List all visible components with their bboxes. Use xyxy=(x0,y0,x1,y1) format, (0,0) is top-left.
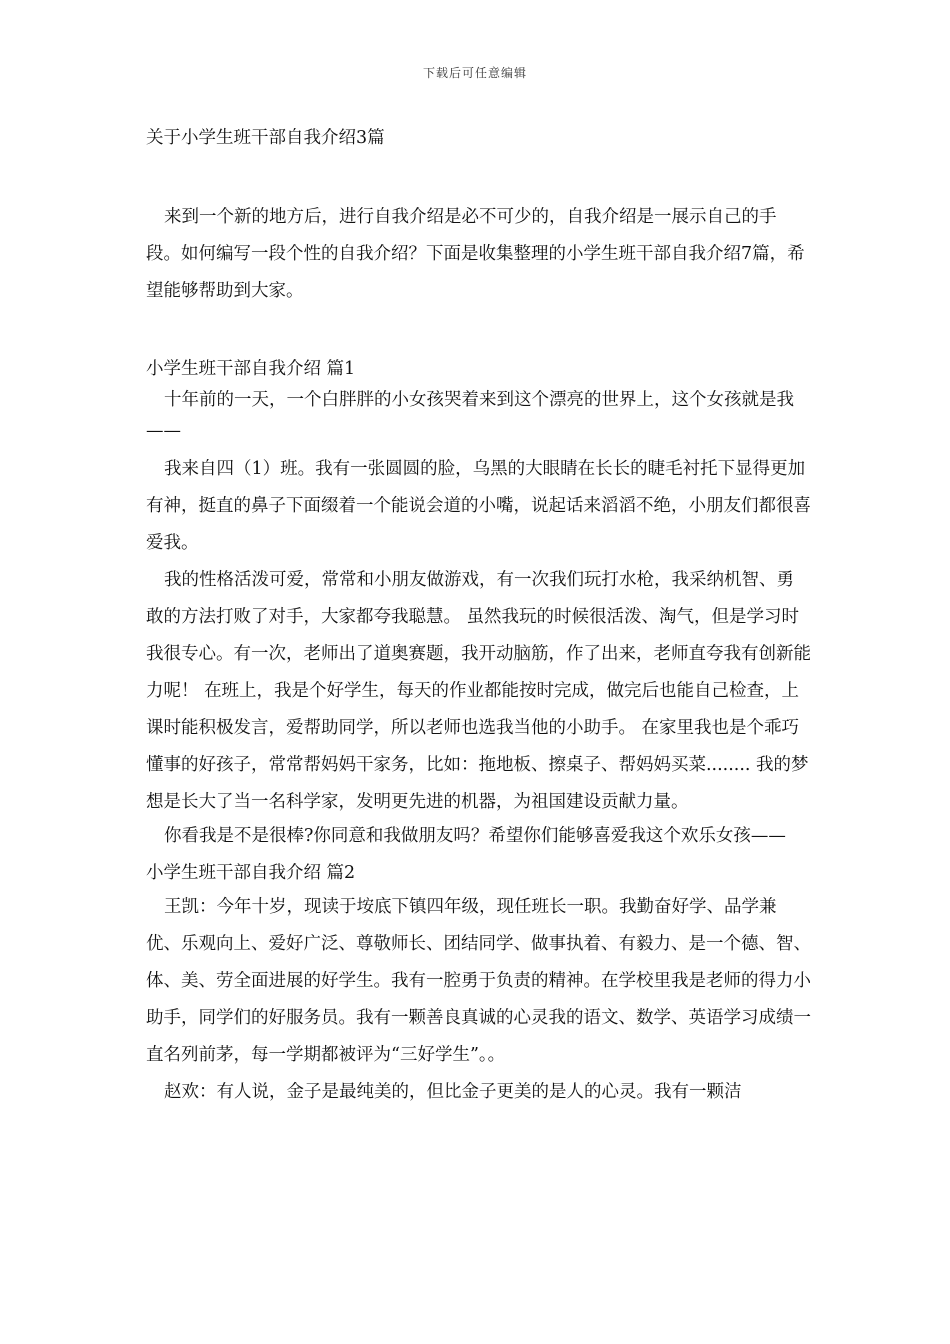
document-title: 关于小学生班干部自我介绍3篇 xyxy=(146,128,385,148)
section-title-2: 小学生班干部自我介绍 篇2 xyxy=(146,863,356,883)
section-1-paragraph: 我来自四（1）班。我有一张圆圆的脸，乌黑的大眼睛在长长的睫毛衬托下显得更加有神，挺直的鼻子下面缀着一个能说会道的小嘴，说起话来滔滔不绝，小朋友们都很喜爱我。 xyxy=(146,459,811,553)
section-1-paragraph: 你看我是不是很棒?你同意和我做朋友吗？希望你们能够喜爱我这个欢乐女孩—— xyxy=(164,826,786,846)
intro-paragraph: 来到一个新的地方后，进行自我介绍是必不可少的，自我介绍是一展示自己的手段。如何编写一段个性的自我介绍？下面是收集整理的小学生班干部自我介绍7篇，希望能够帮助到大家。 xyxy=(146,207,805,301)
section-title-1: 小学生班干部自我介绍 篇1 xyxy=(146,359,356,379)
document-body xyxy=(146,123,811,1111)
header-note: 下载后可任意编辑 xyxy=(422,66,527,80)
section-1-paragraph: 我的性格活泼可爱，常常和小朋友做游戏，有一次我们玩打水枪，我采纳机智、勇敢的方法打败了对手，大家都夸我聪慧。 虽然我玩的时候很活泼、淘气，但是学习时我很专心。有一次，老师出了道奥赛题，我开动脑筋，作了出来，老师直夸我有创新能力呢！ 在班上，我是个好学生，每天的作业都能按时完成，做完后也能自己检查，上课时能积极发言，爱帮助同学，所以老师也选我当他的小助手。 在家里我也是个乖巧懂事的好孩子，常常帮妈妈干家务，比如：拖地板、擦桌子、帮妈妈买菜........ 我的梦想是长大了当一名科学家，发明更先进的机器，为祖国建设贡献力量。 xyxy=(146,570,811,812)
section-1-paragraph: 十年前的一天，一个白胖胖的小女孩哭着来到这个漂亮的世界上，这个女孩就是我—— xyxy=(146,390,794,441)
section-2-paragraph: 王凯：今年十岁，现读于垵底下镇四年级，现任班长一职。我勤奋好学、品学兼优、乐观向上、爱好广泛、尊敬师长、团结同学、做事执着、有毅力、是一个德、智、体、美、劳全面进展的好学生。我有一腔勇于负责的精神。在学校里我是老师的得力小助手，同学们的好服务员。我有一颗善良真诚的心灵我的语文、数学、英语学习成绩一直名列前茅，每一学期都被评为“三好学生”。。 xyxy=(146,897,811,1065)
section-2-paragraph: 赵欢：有人说，金子是最纯美的，但比金子更美的是人的心灵。我有一颗洁 xyxy=(164,1082,742,1102)
